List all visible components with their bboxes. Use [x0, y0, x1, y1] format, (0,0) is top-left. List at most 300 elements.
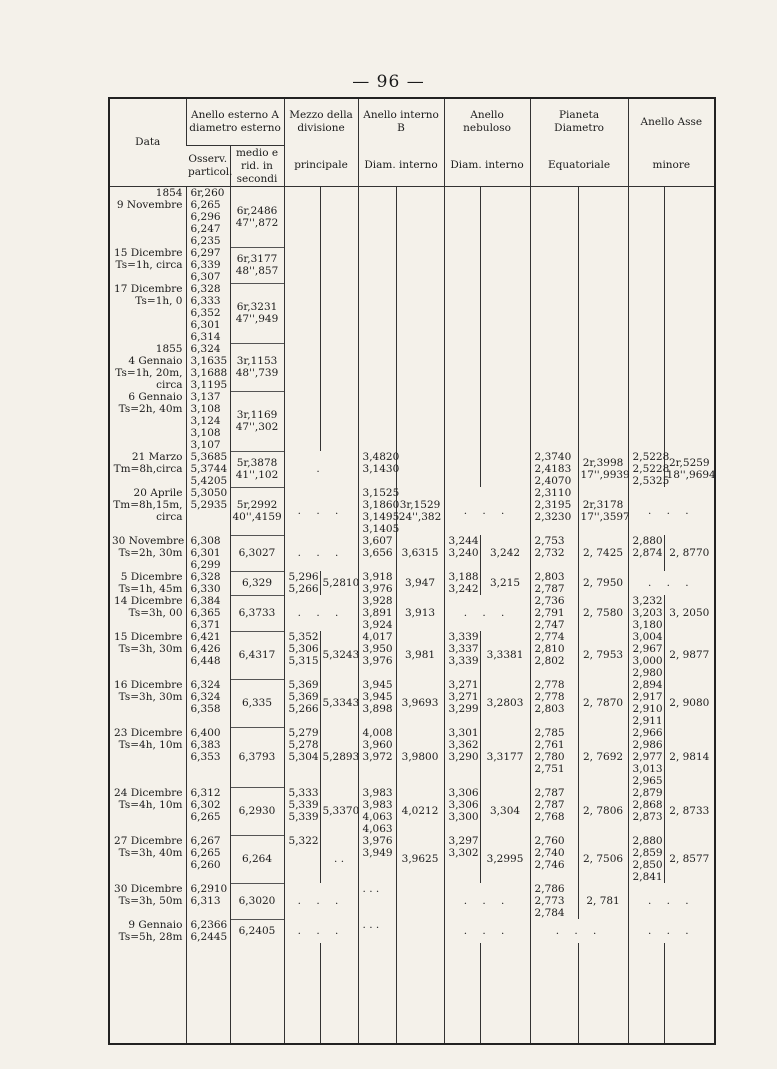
table-row: [110, 247, 714, 283]
ring-b-avg-cell: [396, 727, 444, 787]
axis-avg-cell: [664, 535, 714, 571]
nebulous-obs-cell-value: 3,242: [448, 583, 479, 595]
division-cell: [284, 595, 358, 631]
ring-a-obs-cell-value: 3,124: [190, 415, 221, 427]
observation-rows: [110, 187, 714, 1044]
planet-obs-cell-value: 2,736: [534, 595, 565, 607]
ring-a-obs-cell-value: 6,312: [190, 787, 221, 799]
axis-avg-cell: [664, 283, 714, 343]
division-obs-cell-value: 5,296: [288, 571, 319, 583]
axis-obs-cell-value: 2,910: [632, 703, 663, 715]
ring-b-avg-cell: [396, 835, 444, 883]
division-avg-cell-value: 5,3243: [322, 649, 360, 661]
filler-cell: [186, 943, 230, 1043]
ring-a-obs-cell-value: 5,3744: [190, 463, 228, 475]
ring-a-avg-cell-value: 6,264: [241, 853, 273, 865]
ring-a-avg-cell-value: 6,3027: [238, 547, 276, 559]
planet-obs-cell: [530, 535, 578, 571]
ring-b-obs-cell-value: 3,972: [362, 751, 393, 763]
ring-a-obs-cell-value: 6,301: [190, 319, 221, 331]
planet-avg-cell: [578, 283, 628, 343]
ring-a-obs-cell-value: 5,4205: [190, 475, 228, 487]
ring-b-obs-cell: [358, 835, 396, 883]
division-avg-cell-value: . .: [334, 853, 345, 865]
ring-b-avg-cell: [396, 187, 444, 248]
ring-a-obs-cell-value: 6,421: [190, 631, 221, 643]
date-cell-value: Ts=3h, 40m: [118, 847, 183, 859]
axis-obs-cell-value: 2,5228: [632, 451, 670, 463]
table-row: [110, 727, 714, 787]
division-avg-cell-value: 5,2810: [322, 577, 360, 589]
date-cell-value: 30 Dicembre: [114, 883, 183, 895]
ring-a-avg-cell: [230, 391, 284, 451]
ring-b-obs-cell-value: 3,1525: [362, 487, 400, 499]
ring-a-obs-cell-value: 6,2366: [190, 919, 228, 931]
planet-avg-cell: [578, 391, 628, 451]
planet-obs-cell-value: 2,760: [534, 835, 565, 847]
table-row: [110, 679, 714, 727]
division-obs-cell-value: 5,339: [288, 799, 319, 811]
header-ring-axis-minor: minore: [628, 146, 714, 187]
division-avg-cell: [320, 247, 358, 283]
header-date: Data: [110, 99, 186, 187]
observation-table-frame: [108, 97, 716, 1045]
ring-b-avg-cell-value: 3,9625: [401, 853, 439, 865]
ring-a-obs-cell-value: 6,324: [190, 679, 221, 691]
ring-b-obs-cell-value: 3,949: [362, 847, 393, 859]
ring-a-obs-cell-value: 6,384: [190, 595, 221, 607]
header-nebulous-diam: Diam. interno: [444, 146, 530, 187]
planet-obs-cell-value: 2,780: [534, 751, 565, 763]
ring-a-avg-cell-value: 3r,1153: [236, 355, 278, 367]
nebulous-avg-cell-value: 3,2803: [486, 697, 524, 709]
ring-b-obs-cell-value: 3,983: [362, 799, 393, 811]
ring-a-obs-cell-value: 6,267: [190, 835, 221, 847]
division-avg-cell: [320, 187, 358, 248]
axis-avg-cell: [664, 247, 714, 283]
division-cell-value: . . .: [297, 607, 345, 619]
ring-a-obs-cell-value: 3,1688: [190, 367, 228, 379]
division-obs-cell: [284, 727, 320, 787]
nebulous-obs-cell-value: 3,299: [448, 703, 479, 715]
ring-b-obs-cell-value: 4,017: [362, 631, 393, 643]
axis-obs-cell-value: 2,5228: [632, 463, 670, 475]
date-cell-value: Tm=8h,15m,: [113, 499, 183, 511]
division-cell-value: . . .: [297, 925, 345, 937]
ring-a-obs-cell-value: 6,426: [190, 643, 221, 655]
division-avg-cell: [320, 679, 358, 727]
page-number: — 96 —: [352, 72, 425, 92]
ring-b-avg-cell: [396, 679, 444, 727]
axis-obs-cell-value: 3,013: [632, 763, 663, 775]
planet-obs-cell-value: 2,778: [534, 691, 565, 703]
ring-b-obs-cell: [358, 187, 396, 248]
ring-b-obs-cell-value: 3,1860: [362, 499, 400, 511]
date-cell: [110, 631, 186, 679]
nebulous-avg-cell: [480, 391, 530, 451]
table-row: [110, 283, 714, 343]
division-avg-cell-value: 5,3370: [322, 805, 360, 817]
ring-b-avg-cell: [396, 883, 444, 919]
ring-a-avg-cell-value: 48'',739: [235, 367, 279, 379]
axis-avg-cell: [664, 451, 714, 487]
planet-avg-cell-value: 2, 7870: [583, 697, 624, 709]
ring-a-avg-cell-value: 40'',4159: [232, 511, 282, 523]
ring-a-avg-cell: [230, 631, 284, 679]
planet-avg-cell: [578, 679, 628, 727]
planet-obs-cell-value: 2,3110: [534, 487, 572, 499]
planet-obs-cell-value: 2,778: [534, 679, 565, 691]
date-cell-value: 4 Gennaio: [128, 355, 183, 367]
ring-a-obs-cell-value: 6,308: [190, 535, 221, 547]
header-ring-b: Anello interno B: [358, 99, 444, 146]
ring-b-obs-cell-value: 3,656: [362, 547, 393, 559]
planet-avg-cell: [578, 571, 628, 595]
planet-obs-cell: [530, 787, 578, 835]
nebulous-avg-cell: [480, 679, 530, 727]
ring-a-avg-cell-value: 6,4317: [238, 649, 276, 661]
filler-cell: [230, 943, 284, 1043]
table-row: [110, 883, 714, 919]
axis-avg-cell-value: 2, 8733: [669, 805, 710, 817]
ring-a-obs-cell-value: 3,1195: [190, 379, 228, 391]
axis-avg-cell: [664, 631, 714, 679]
date-cell: [110, 835, 186, 883]
date-cell-value: Ts=2h, 40m: [118, 403, 183, 415]
ring-a-obs-cell-value: 6,371: [190, 619, 221, 631]
ring-a-obs-cell-value: 6,260: [190, 859, 221, 871]
ring-a-avg-cell-value: 5r,3878: [236, 457, 278, 469]
division-avg-cell: [320, 343, 358, 391]
planet-obs-cell-value: 2,803: [534, 703, 565, 715]
axis-avg-cell: [664, 787, 714, 835]
ring-a-avg-cell: [230, 883, 284, 919]
ring-a-obs-cell-value: 6,328: [190, 571, 221, 583]
axis-obs-cell-value: 3,000: [632, 655, 663, 667]
ring-b-avg-cell-value: 4,0212: [401, 805, 439, 817]
date-cell-value: 14 Dicembre: [114, 595, 183, 607]
nebulous-cell-value: . . .: [463, 607, 511, 619]
ring-a-obs-cell-value: 6,313: [190, 895, 221, 907]
ring-a-obs-cell: [186, 391, 230, 451]
planet-avg-cell: [578, 487, 628, 535]
ring-a-avg-cell: [230, 727, 284, 787]
ring-b-obs-cell: [358, 727, 396, 787]
axis-obs-cell: [628, 187, 664, 248]
axis-obs-cell-value: 3,232: [632, 595, 663, 607]
ring-a-avg-cell: [230, 343, 284, 391]
planet-avg-cell-value: 2, 7506: [583, 853, 624, 865]
nebulous-avg-cell: [480, 451, 530, 487]
nebulous-obs-cell: [444, 535, 480, 571]
axis-obs-cell-value: 3,180: [632, 619, 663, 631]
planet-avg-cell-value: 2, 7425: [583, 547, 624, 559]
table-row: [110, 343, 714, 391]
header-division-medium: Mezzo della divisione: [284, 99, 358, 146]
ring-a-avg-cell-value: 6,3793: [238, 751, 276, 763]
date-cell-value: 15 Dicembre: [114, 247, 183, 259]
ring-a-avg-cell: [230, 247, 284, 283]
ring-a-avg-cell-value: 5r,2992: [236, 499, 278, 511]
date-cell-value: Ts=5h, 28m: [118, 931, 183, 943]
axis-obs-cell-value: 3,004: [632, 631, 663, 643]
ring-a-obs-cell-value: 6,299: [190, 559, 221, 571]
ring-b-obs-cell-value: 3,945: [362, 691, 393, 703]
ring-a-avg-cell: [230, 919, 284, 943]
ring-a-avg-cell: [230, 187, 284, 248]
axis-cell: [628, 883, 714, 919]
ring-b-obs-cell-value: 3,891: [362, 607, 393, 619]
ring-a-avg-cell-value: 6r,3231: [236, 301, 278, 313]
nebulous-obs-cell: [444, 247, 480, 283]
planet-avg-cell: [578, 883, 628, 919]
ring-a-obs-cell-value: 6,328: [190, 283, 221, 295]
header-ring-a-avg: medio e rid. in secondi: [230, 146, 284, 187]
date-cell-value: 9 Gennaio: [128, 919, 183, 931]
ring-a-obs-cell-value: 5,2935: [190, 499, 228, 511]
ring-a-avg-cell-value: 6r,3177: [236, 253, 278, 265]
planet-avg-cell: [578, 727, 628, 787]
nebulous-obs-cell: [444, 631, 480, 679]
filler-cell: [110, 943, 186, 1043]
filler-cell: [444, 943, 480, 1043]
table-row: [110, 451, 714, 487]
table-row: [110, 535, 714, 571]
planet-obs-cell: [530, 343, 578, 391]
ring-a-avg-cell: [230, 571, 284, 595]
filler-cell: [480, 943, 530, 1043]
ring-b-obs-cell: [358, 451, 400, 487]
nebulous-obs-cell: [444, 571, 480, 595]
nebulous-obs-cell-value: 3,188: [448, 571, 479, 583]
nebulous-avg-cell: [480, 247, 530, 283]
ring-a-obs-cell-value: 6,297: [190, 247, 221, 259]
planet-avg-cell-value: 2, 7580: [583, 607, 624, 619]
planet-obs-cell: [530, 571, 578, 595]
ring-a-obs-cell: [186, 883, 230, 919]
nebulous-obs-cell: [444, 835, 480, 883]
nebulous-obs-cell-value: 3,297: [448, 835, 479, 847]
division-avg-cell-value: 5,3343: [322, 697, 360, 709]
axis-avg-cell-value: 2, 8577: [669, 853, 710, 865]
nebulous-cell-value: . . .: [463, 895, 511, 907]
nebulous-cell-value: . . .: [463, 925, 511, 937]
nebulous-avg-cell: [480, 283, 530, 343]
ring-a-obs-cell: [186, 451, 230, 487]
date-cell: [110, 487, 186, 535]
date-cell-value: Tm=8h,circa: [113, 463, 183, 475]
nebulous-obs-cell-value: 3,302: [448, 847, 479, 859]
date-cell-value: 9 Novembre: [116, 199, 183, 211]
ring-b-obs-cell-value: 3,976: [362, 583, 393, 595]
ring-a-avg-cell-value: 6,2405: [238, 925, 276, 938]
planet-obs-cell-value: 2,740: [534, 847, 565, 859]
date-cell-value: Ts=4h, 10m: [118, 739, 183, 751]
ring-b-obs-cell-value: . . .: [362, 919, 380, 931]
ring-a-obs-cell-value: 6,448: [190, 655, 221, 667]
planet-obs-cell-value: 2,787: [534, 799, 565, 811]
nebulous-obs-cell-value: 3,339: [448, 631, 479, 643]
axis-obs-cell: [628, 391, 664, 451]
planet-avg-cell: [578, 247, 628, 283]
axis-obs-cell-value: 2,967: [632, 643, 663, 655]
planet-obs-cell-value: 2,768: [534, 811, 565, 823]
axis-obs-cell: [628, 595, 664, 631]
planet-obs-cell-value: 2,785: [534, 727, 565, 739]
axis-cell-value: . . .: [647, 895, 695, 907]
planet-obs-cell-value: 2,4070: [534, 475, 572, 487]
division-obs-cell-value: 5,369: [288, 679, 319, 691]
date-cell-value: 5 Dicembre: [120, 571, 183, 583]
axis-avg-cell: [664, 391, 714, 451]
date-cell-value: Ts=1h, circa: [115, 259, 183, 271]
planet-obs-cell: [530, 187, 578, 248]
planet-avg-cell-value: 2, 7806: [583, 805, 624, 817]
division-avg-cell: [320, 391, 358, 451]
ring-b-avg-cell: [396, 631, 444, 679]
planet-avg-cell-value: 17'',9939: [580, 469, 630, 481]
nebulous-avg-cell: [480, 187, 530, 248]
ring-b-obs-cell-value: 3,607: [362, 535, 393, 547]
ring-a-avg-cell-value: 6,335: [241, 697, 273, 709]
filler-cell: [284, 943, 320, 1043]
division-obs-cell: [284, 391, 320, 451]
ring-b-avg-cell-value: 3,9693: [401, 697, 439, 709]
planet-obs-cell-value: 2,747: [534, 619, 565, 631]
header-ring-axis: Anello Asse: [628, 99, 714, 146]
ring-a-obs-cell: [186, 835, 230, 883]
header-ring-a: Anello esterno A diametro esterno: [186, 99, 284, 146]
planet-avg-cell: [578, 187, 628, 248]
filler-cell: [628, 943, 664, 1043]
ring-b-obs-cell: [358, 343, 396, 391]
planet-obs-cell-value: 2,787: [534, 583, 565, 595]
nebulous-avg-cell: [480, 787, 530, 835]
ring-a-avg-cell-value: 47'',302: [235, 421, 279, 433]
header-ring-b-diam: Diam. interno: [358, 146, 444, 187]
axis-avg-cell: [664, 343, 714, 391]
ring-a-obs-cell-value: 3,1635: [190, 355, 228, 367]
planet-obs-cell-value: 2,3230: [534, 511, 572, 523]
planet-obs-cell: [530, 631, 578, 679]
table-row: [110, 595, 714, 631]
date-cell: [110, 679, 186, 727]
division-obs-cell: [284, 787, 320, 835]
division-avg-cell-value: 5,2893: [322, 751, 360, 763]
division-cell: [284, 451, 358, 487]
planet-obs-cell: [530, 487, 578, 535]
planet-obs-cell-value: 2,774: [534, 631, 565, 643]
ring-a-obs-cell-value: 6,235: [190, 235, 221, 247]
date-cell: [110, 451, 186, 487]
ring-a-obs-cell: [186, 595, 230, 631]
axis-avg-cell-value: 18'',9694: [666, 469, 716, 481]
division-obs-cell: [284, 343, 320, 391]
planet-obs-cell: [530, 451, 578, 487]
ring-a-obs-cell-value: 6,296: [190, 211, 221, 223]
nebulous-cell: [444, 883, 530, 919]
filler-cell: [320, 943, 358, 1043]
header-planet-equatorial: Equatoriale: [530, 146, 628, 187]
planet-avg-cell-value: 2, 7692: [583, 751, 624, 763]
nebulous-obs-cell: [444, 451, 480, 487]
axis-obs-cell-value: 2,879: [632, 787, 663, 799]
division-cell: [284, 883, 358, 919]
nebulous-avg-cell-value: 3,3177: [486, 751, 524, 763]
ring-b-obs-cell-value: 3,924: [362, 619, 393, 631]
ring-b-obs-cell: [358, 571, 396, 595]
ring-a-obs-cell-value: 3,107: [190, 439, 221, 451]
date-cell: [110, 187, 186, 248]
planet-obs-cell-value: 2,803: [534, 571, 565, 583]
ring-b-obs-cell: [358, 247, 396, 283]
division-avg-cell: [320, 283, 358, 343]
planet-cell: [530, 919, 628, 943]
planet-obs-cell: [530, 391, 578, 451]
division-obs-cell: [284, 283, 320, 343]
ring-a-obs-cell-value: 6,307: [190, 271, 221, 283]
ring-a-avg-cell-value: 47'',872: [235, 216, 279, 229]
axis-obs-cell-value: 2,859: [632, 847, 663, 859]
nebulous-obs-cell-value: 3,362: [448, 739, 479, 751]
division-obs-cell: [284, 679, 320, 727]
axis-obs-cell: [628, 451, 670, 487]
ring-a-obs-cell-value: 6,352: [190, 307, 221, 319]
nebulous-avg-cell-value: 3,2995: [486, 853, 524, 865]
ring-a-avg-cell-value: 6r,2486: [236, 204, 278, 217]
nebulous-obs-cell-value: 3,301: [448, 727, 479, 739]
nebulous-obs-cell-value: 3,290: [448, 751, 479, 763]
ring-b-avg-cell: [396, 919, 444, 943]
ring-b-obs-cell: [358, 631, 396, 679]
date-cell: [110, 727, 186, 787]
ring-a-obs-cell-value: 6,324: [190, 343, 221, 355]
nebulous-obs-cell-value: 3,271: [448, 691, 479, 703]
ring-b-avg-cell: [396, 487, 444, 535]
division-obs-cell-value: 5,339: [288, 811, 319, 823]
ring-a-avg-cell: [230, 787, 284, 835]
ring-a-obs-cell-value: 6,2910: [190, 883, 228, 895]
ring-a-obs-cell-value: 6r,260: [190, 187, 225, 199]
filler-row: [110, 943, 714, 1043]
ring-a-avg-cell-value: 6,3733: [238, 607, 276, 619]
date-cell: [110, 391, 186, 451]
axis-obs-cell-value: 2,966: [632, 727, 663, 739]
table-row: [110, 787, 714, 835]
planet-obs-cell-value: 2,753: [534, 535, 565, 547]
ring-a-avg-cell: [230, 595, 284, 631]
planet-avg-cell: [578, 595, 628, 631]
planet-avg-cell: [578, 451, 628, 487]
ring-b-obs-cell-value: 4,008: [362, 727, 393, 739]
planet-avg-cell-value: 2, 7953: [583, 649, 624, 661]
axis-avg-cell-value: 2, 8770: [669, 547, 710, 559]
planet-avg-cell: [578, 343, 628, 391]
axis-obs-cell-value: 2,873: [632, 811, 663, 823]
ring-a-obs-cell-value: 3,137: [190, 391, 221, 403]
date-cell-value: Ts=3h, 00: [128, 607, 183, 619]
ring-b-avg-cell-value: 3,9800: [401, 751, 439, 763]
planet-obs-cell-value: 2,751: [534, 763, 565, 775]
planet-obs-cell: [530, 283, 578, 343]
planet-avg-cell-value: 2, 7950: [583, 577, 624, 589]
division-obs-cell-value: 5,322: [288, 835, 319, 847]
ring-b-avg-cell: [396, 571, 444, 595]
ring-b-avg-cell: [396, 283, 444, 343]
ring-a-obs-cell-value: 6,330: [190, 583, 221, 595]
planet-avg-cell-value: 2, 781: [586, 895, 620, 907]
ring-a-obs-cell-value: 6,383: [190, 739, 221, 751]
